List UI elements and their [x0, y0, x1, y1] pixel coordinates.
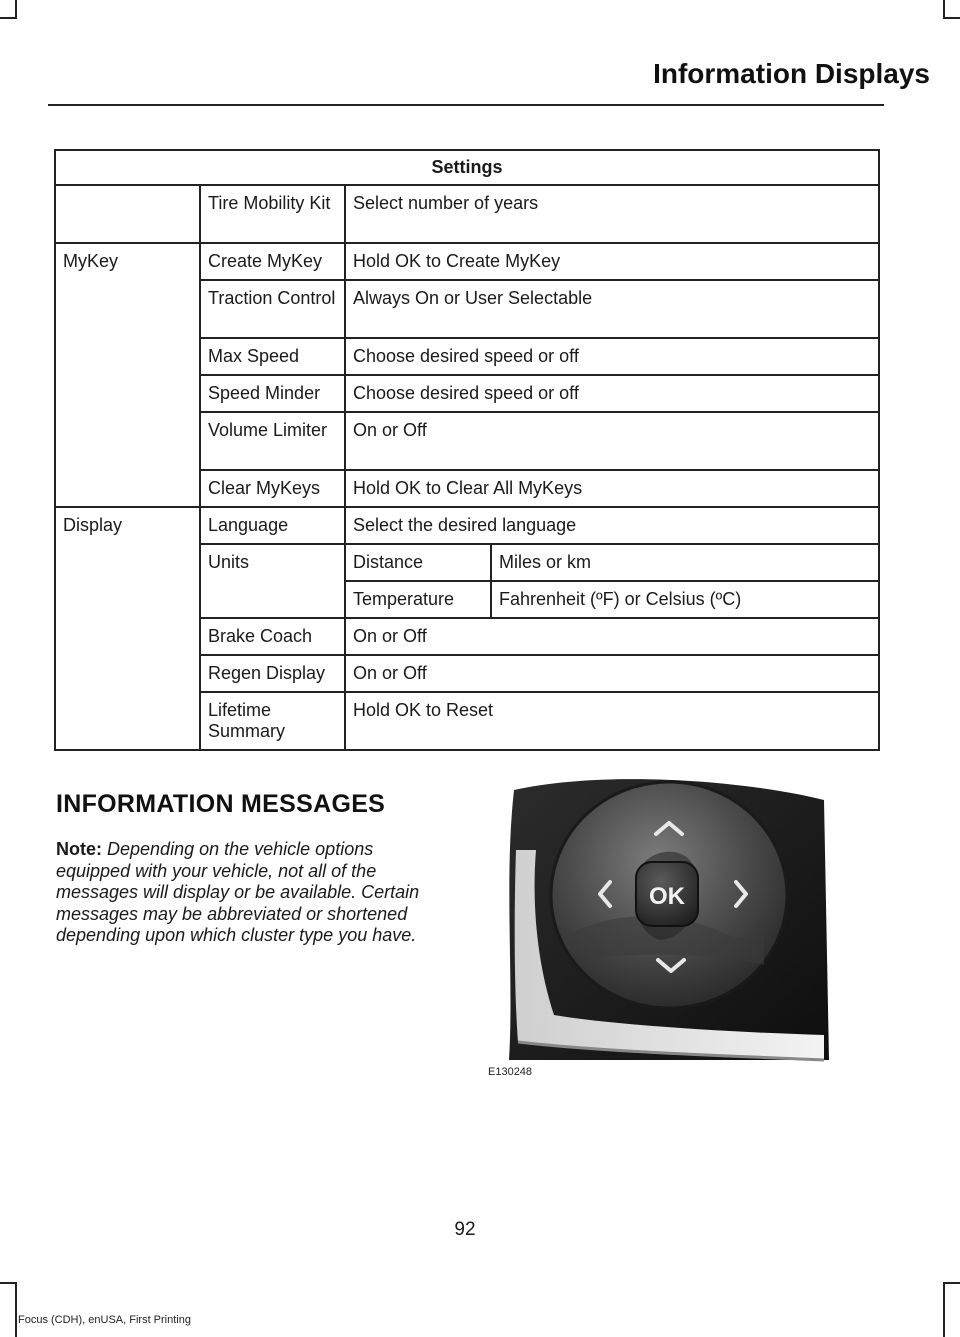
steering-wheel-controls-illustration-svg [484, 760, 844, 1070]
category-cell-mykey: MyKey [55, 243, 200, 507]
crop-mark [0, 17, 17, 19]
table-cell: Temperature [345, 581, 491, 618]
table-cell: On or Off [345, 655, 879, 692]
crop-mark [0, 1282, 17, 1284]
ok-button-label: OK [649, 883, 685, 910]
title-divider [48, 104, 884, 106]
table-cell: Select number of years [345, 185, 879, 243]
table-cell: Distance [345, 544, 491, 581]
crop-mark [943, 17, 960, 19]
table-row [55, 507, 879, 544]
table-cell: Volume Limiter [200, 412, 345, 470]
table-row [55, 185, 879, 243]
table-row [55, 243, 879, 280]
note-text: Depending on the vehicle options equipped with your vehicle, not all of the messages will display or be available. Certain messages may be abbreviated or shortened depending upon which cluster type you have. [56, 839, 420, 945]
table-cell: Fahrenheit (ºF) or Celsius (ºC) [491, 581, 879, 618]
table-cell: Traction Control [200, 280, 345, 338]
table-cell: Hold OK to Reset [345, 692, 879, 750]
table-cell: On or Off [345, 618, 879, 655]
footer-text: Focus (CDH), enUSA, First Printing [18, 1314, 191, 1326]
figure-code: E130248 [488, 1066, 533, 1078]
table-cell: Choose desired speed or off [345, 375, 879, 412]
crop-mark [15, 1282, 17, 1337]
table-cell: Always On or User Selectable [345, 280, 879, 338]
page-title: Information Displays [653, 58, 930, 89]
note-paragraph [56, 839, 436, 947]
page-number: 92 [454, 1219, 476, 1240]
table-cell: Speed Minder [200, 375, 345, 412]
table-cell: On or Off [345, 412, 879, 470]
table-cell: Language [200, 507, 345, 544]
table-cell: Hold OK to Create MyKey [345, 243, 879, 280]
table-cell: Regen Display [200, 655, 345, 692]
table-cell: Brake Coach [200, 618, 345, 655]
section-heading: INFORMATION MESSAGES [56, 790, 386, 818]
category-cell-display: Display [55, 507, 200, 750]
table-cell [55, 185, 200, 243]
steering-wheel-controls-illustration [484, 760, 844, 1070]
table-cell: Units [200, 544, 345, 618]
table-cell: Max Speed [200, 338, 345, 375]
settings-table [54, 149, 880, 751]
table-title: Settings [55, 150, 879, 185]
table-cell: Create MyKey [200, 243, 345, 280]
table-cell: Select the desired language [345, 507, 879, 544]
crop-mark [943, 1282, 960, 1284]
table-cell: Clear MyKeys [200, 470, 345, 507]
table-cell: Lifetime Summary [200, 692, 345, 750]
crop-mark [943, 0, 945, 18]
table-cell: Tire Mobility Kit [200, 185, 345, 243]
crop-mark [943, 1282, 945, 1337]
table-cell: Hold OK to Clear All MyKeys [345, 470, 879, 507]
note-label: Note: [56, 839, 102, 859]
table-cell: Miles or km [491, 544, 879, 581]
crop-mark [15, 0, 17, 18]
table-cell: Choose desired speed or off [345, 338, 879, 375]
